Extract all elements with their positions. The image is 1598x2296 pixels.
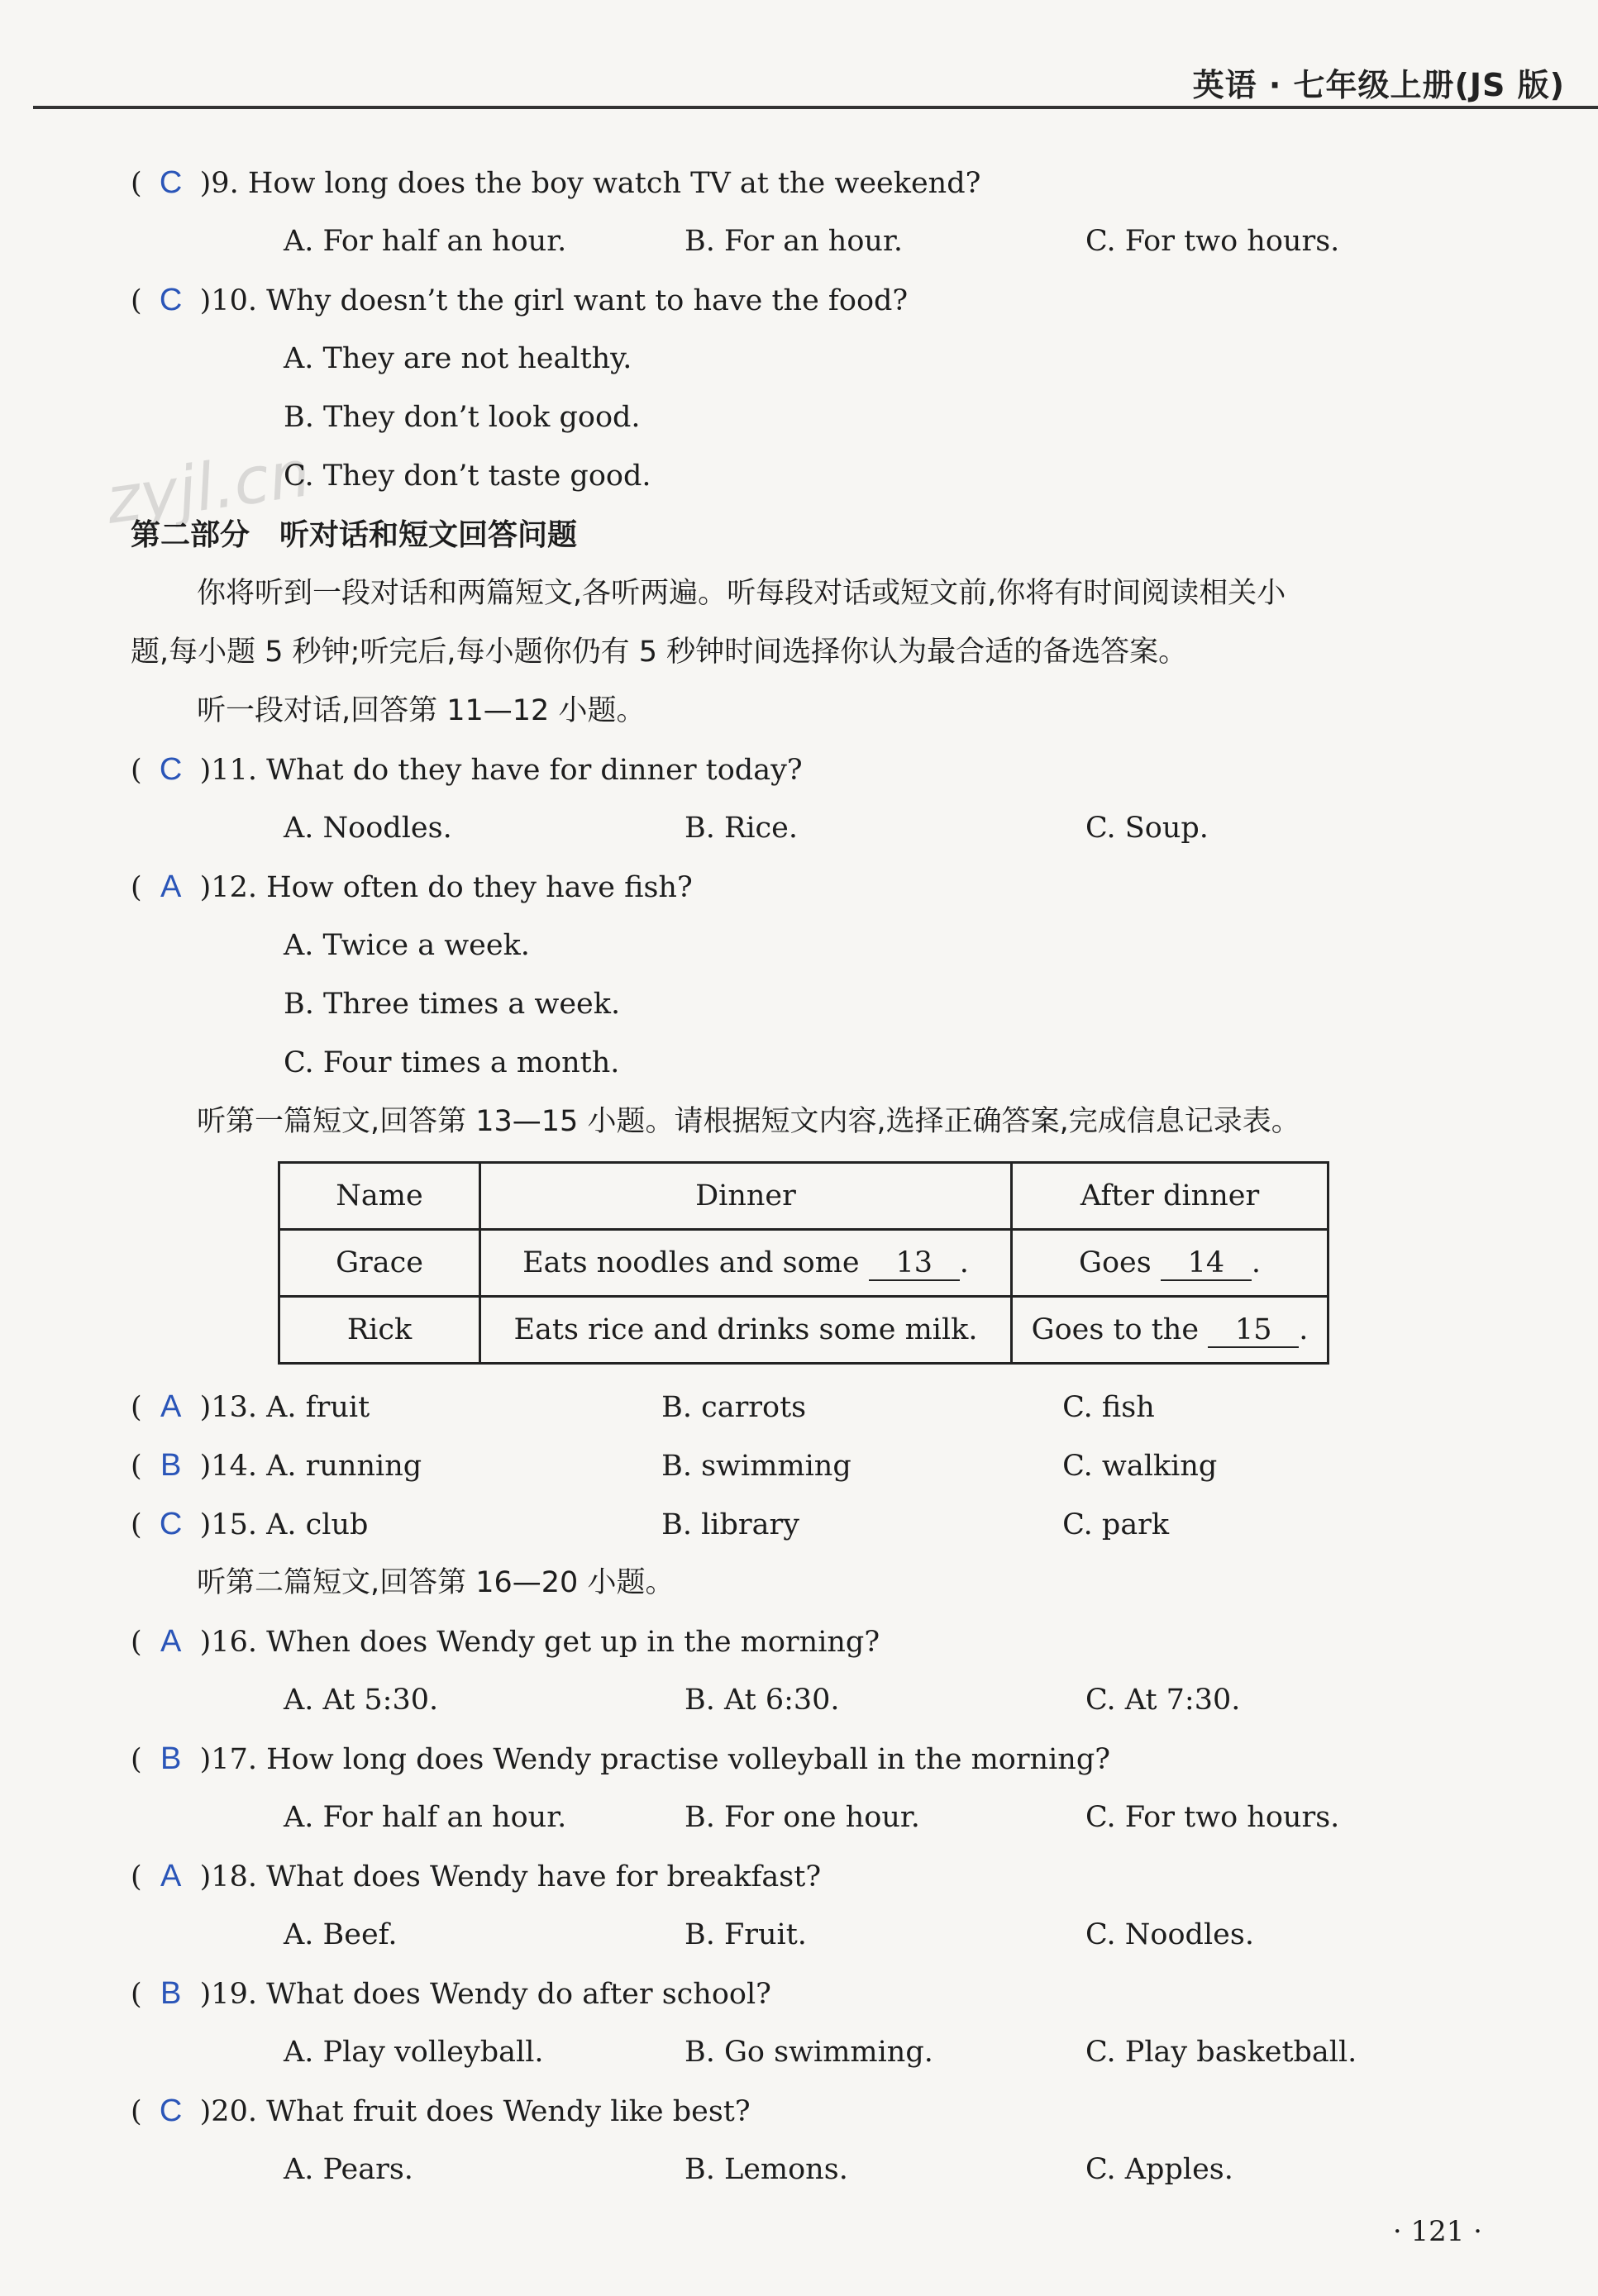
question-text: What do they have for dinner today? xyxy=(266,754,803,787)
question-15 xyxy=(131,1495,1503,1554)
option-c: C. Four times a month. xyxy=(284,1046,620,1079)
answer-10: C xyxy=(159,283,183,317)
question-text: How often do they have fish? xyxy=(266,871,693,904)
question-20 xyxy=(131,2082,1503,2141)
bracket: ( xyxy=(131,167,142,200)
question-text: How long does the boy watch TV at the weekend? xyxy=(247,167,981,200)
option-c: C. Noodles. xyxy=(1085,1918,1254,1951)
option-b: B. Lemons. xyxy=(685,2153,848,2186)
instructions-line-2: 题,每小题 5 秒钟;听完后,每小题你仍有 5 秒钟时间选择你认为最合适的备选答案。 xyxy=(131,636,1188,669)
question-text: When does Wendy get up in the morning? xyxy=(266,1626,880,1659)
question-number: )17. xyxy=(199,1743,257,1776)
options-20 xyxy=(131,2141,1503,2199)
question-text: Why doesn’t the girl want to have the food? xyxy=(266,284,909,317)
question-text: How long does Wendy practise volleyball in the morning? xyxy=(266,1743,1111,1776)
option-b: B. library xyxy=(661,1508,799,1541)
question-number: )20. xyxy=(199,2095,257,2128)
page-header xyxy=(0,0,1598,116)
bracket: ( xyxy=(131,1450,142,1483)
question-number: )18. xyxy=(199,1860,257,1893)
options-11 xyxy=(131,799,1503,858)
answer-20: C xyxy=(159,2094,183,2128)
option-c: C. walking xyxy=(1062,1450,1218,1483)
answer-18: A xyxy=(160,1859,182,1893)
dialog-intro: 听一段对话,回答第 11—12 小题。 xyxy=(197,694,646,727)
page-number: · 121 · xyxy=(1392,2215,1482,2248)
option-b: B. Three times a week. xyxy=(284,988,621,1021)
option-a: A. Pears. xyxy=(284,2153,413,2186)
passage1-intro: 听第一篇短文,回答第 13—15 小题。请根据短文内容,选择正确答案,完成信息记录表。 xyxy=(197,1105,1300,1138)
question-text: What fruit does Wendy like best? xyxy=(266,2095,751,2128)
options-18 xyxy=(131,1906,1503,1965)
cell-text: Goes to the xyxy=(1031,1312,1200,1346)
bracket: ( xyxy=(131,1508,142,1541)
option-c: C. Soup. xyxy=(1085,812,1209,845)
option-b: B. They don’t look good. xyxy=(284,401,641,434)
bracket: ( xyxy=(131,1626,142,1659)
cell-dinner: Eats rice and drinks some milk. xyxy=(480,1297,1012,1364)
bracket: ( xyxy=(131,1743,142,1776)
header-name: Name xyxy=(279,1163,480,1230)
option-c: C. park xyxy=(1062,1508,1170,1541)
bracket: ( xyxy=(131,284,142,317)
cell-after-dinner: Goes 14 . xyxy=(1012,1230,1328,1297)
question-text: What does Wendy do after school? xyxy=(266,1978,771,2011)
answer-9: C xyxy=(159,165,183,200)
answer-16: A xyxy=(160,1624,182,1659)
option-a: A. club xyxy=(266,1508,369,1541)
option-c: C. Apples. xyxy=(1085,2153,1233,2186)
option-c: C. For two hours. xyxy=(1085,1801,1340,1834)
answer-12: A xyxy=(160,869,182,904)
option-a: A. Noodles. xyxy=(284,812,452,845)
answer-17: B xyxy=(160,1741,182,1776)
header-rule xyxy=(33,106,1598,109)
question-number: )11. xyxy=(199,754,257,787)
instructions-line-1: 你将听到一段对话和两篇短文,各听两遍。听每段对话或短文前,你将有时间阅读相关小 xyxy=(197,577,1286,610)
cell-text: Eats noodles and some xyxy=(522,1246,860,1279)
question-number: )9. xyxy=(199,167,239,200)
option-c: C. At 7:30. xyxy=(1085,1684,1241,1717)
table-row xyxy=(279,1230,1328,1297)
option-b: B. Rice. xyxy=(685,812,798,845)
option-c: C. For two hours. xyxy=(1085,225,1340,258)
option-b: B. swimming xyxy=(661,1450,851,1483)
page-content xyxy=(131,154,1503,2199)
bracket: ( xyxy=(131,1391,142,1424)
option-b: B. At 6:30. xyxy=(685,1684,840,1717)
option-a: A. For half an hour. xyxy=(284,1801,567,1834)
passage2-intro: 听第二篇短文,回答第 16—20 小题。 xyxy=(197,1566,675,1599)
answer-14: B xyxy=(160,1448,182,1483)
question-17 xyxy=(131,1730,1503,1789)
option-c: C. fish xyxy=(1062,1391,1155,1424)
cell-name: Grace xyxy=(279,1230,480,1297)
option-a: A. For half an hour. xyxy=(284,225,567,258)
header-dinner: Dinner xyxy=(480,1163,1012,1230)
option-a: A. Play volleyball. xyxy=(284,2036,544,2069)
question-14 xyxy=(131,1436,1503,1495)
question-number: )13. xyxy=(199,1391,257,1424)
cell-after-dinner: Goes to the 15 . xyxy=(1012,1297,1328,1364)
blank-13: 13 xyxy=(869,1246,960,1281)
question-number: )10. xyxy=(199,284,257,317)
question-number: )19. xyxy=(199,1978,257,2011)
option-b: B. Go swimming. xyxy=(685,2036,933,2069)
option-a: A. Twice a week. xyxy=(284,929,530,962)
question-number: )12. xyxy=(199,871,257,904)
table-row xyxy=(279,1297,1328,1364)
option-a: A. They are not healthy. xyxy=(284,342,632,375)
book-title: 英语 · 七年级上册(JS 版) xyxy=(1192,67,1565,103)
blank-15: 15 xyxy=(1208,1313,1299,1348)
answer-19: B xyxy=(160,1976,182,2011)
bracket: ( xyxy=(131,1978,142,2011)
question-13 xyxy=(131,1378,1503,1436)
question-text: What does Wendy have for breakfast? xyxy=(266,1860,822,1893)
question-12 xyxy=(131,858,1503,917)
answer-13: A xyxy=(160,1389,182,1424)
table-header-row xyxy=(279,1163,1328,1230)
answer-15: C xyxy=(159,1507,183,1541)
question-number: )16. xyxy=(199,1626,257,1659)
question-number: )15. xyxy=(199,1508,257,1541)
option-a: A. running xyxy=(266,1450,422,1483)
options-16 xyxy=(131,1671,1503,1730)
cell-dinner: Eats noodles and some 13 . xyxy=(480,1230,1012,1297)
watermark: zyjl.cn xyxy=(101,436,315,539)
question-18 xyxy=(131,1847,1503,1906)
option-b: B. For one hour. xyxy=(685,1801,920,1834)
question-16 xyxy=(131,1612,1503,1671)
cell-text: Goes xyxy=(1079,1246,1152,1279)
option-a: A. At 5:30. xyxy=(284,1684,439,1717)
bracket: ( xyxy=(131,754,142,787)
options-9 xyxy=(131,212,1503,271)
answer-11: C xyxy=(159,752,183,787)
header-after-dinner: After dinner xyxy=(1012,1163,1328,1230)
bracket: ( xyxy=(131,871,142,904)
blank-14: 14 xyxy=(1161,1246,1252,1281)
options-19 xyxy=(131,2023,1503,2082)
section-title: 第二部分 听对话和短文回答问题 xyxy=(131,518,578,552)
option-b: B. For an hour. xyxy=(685,225,903,258)
option-c: C. They don’t taste good. xyxy=(284,460,651,493)
option-b: B. carrots xyxy=(661,1391,807,1424)
bracket: ( xyxy=(131,1860,142,1893)
question-9 xyxy=(131,154,1503,212)
option-a: A. Beef. xyxy=(284,1918,398,1951)
cell-name: Rick xyxy=(279,1297,480,1364)
question-19 xyxy=(131,1965,1503,2023)
option-a: A. fruit xyxy=(266,1391,370,1424)
option-b: B. Fruit. xyxy=(685,1918,807,1951)
question-10 xyxy=(131,271,1503,330)
option-c: C. Play basketball. xyxy=(1085,2036,1357,2069)
options-17 xyxy=(131,1789,1503,1847)
question-11 xyxy=(131,741,1503,799)
info-record-table xyxy=(278,1161,1329,1365)
bracket: ( xyxy=(131,2095,142,2128)
question-number: )14. xyxy=(199,1450,257,1483)
